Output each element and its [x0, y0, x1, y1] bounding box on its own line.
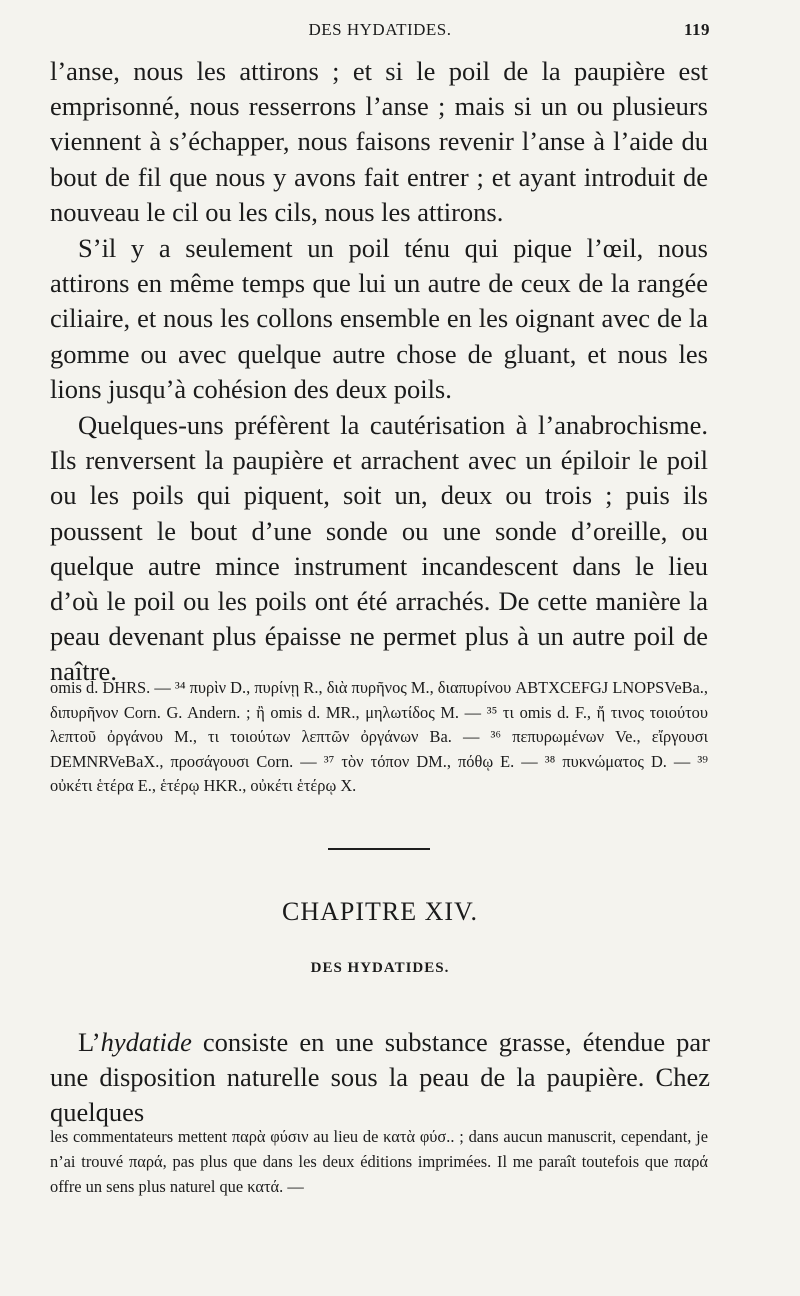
chapter-paragraph-text: consiste en une substance grasse, étendue par une disposition naturelle sous la peau de la paupière. Chez quelques: [50, 1027, 710, 1127]
paragraph-2: S’il y a seulement un poil ténu qui pique l’œil, nous attirons en même temps que lui un autre de ceux de la rangée ciliaire, et nous les collons ensemble en les oignant avec de la gomme ou avec quelque autre chose de gluant, et nous les lions jusqu’à cohésion des deux poils.: [50, 233, 708, 404]
footnotes-greek: omis d. DHRS. — ³⁴ πυρὶν D., πυρίνῃ R., διὰ πυρῆνος M., διαπυρίνου ABTXCEFGJ LNOPSVeBa., διπυρῆνον Corn. G. Andern. ; ἢ omis d. MR., μηλωτίδος M. — ³⁵ τι omis d. F., ἤ τινος τοιούτου λεπτοῦ ὀργάνου M., τι τοιούτων λεπτῶν ὀργάνων Ba. — ³⁶ πεπυρωμένων Ve., εἴργουσι DEMNRVeBaX., προσάγουσι Corn. — ³⁷ τὸν τόπον DM., πόθῳ E. — ³⁸ πυκνώματος D. — ³⁹ οὐκέτι ἑτέρα E., ἑτέρῳ HKR., οὐκέτι ἑτέρῳ X.: [50, 678, 708, 795]
chapter-paragraph: [50, 1025, 710, 1130]
running-header: [50, 20, 710, 44]
lead-term: hydatide: [100, 1027, 192, 1057]
chapter-text: [50, 1025, 710, 1130]
lead-prefix: L’: [78, 1027, 101, 1057]
paragraph-1: l’anse, nous les attirons ; et si le poil de la paupière est emprisonné, nous resserrons l’anse ; mais si un ou plusieurs viennent à s’échapper, nous faisons revenir l’anse à l’aide du bout de fil que nous y avons fait entrer ; et ayant introduit de nouveau le cil ou les cils, nous les attirons.: [50, 56, 708, 227]
main-text: [50, 54, 708, 691]
running-title: DES HYDATIDES.: [308, 20, 452, 39]
page-number: 119: [683, 20, 710, 39]
chapter-subtitle: DES HYDATIDES.: [310, 960, 450, 976]
chapter-title: CHAPITRE XIV.: [282, 897, 478, 926]
footnotes-bottom: les commentateurs mettent παρὰ φύσιν au lieu de κατὰ φύσ.. ; dans aucun manuscrit, cependant, je n’ai trouvé παρά, pas plus que dans les deux éditions imprimées. Il me paraît toutefois que παρά offre un sens plus naturel que κατά. —: [50, 1127, 708, 1196]
paragraph-3: Quelques-uns préfèrent la cautérisation à l’anabrochisme. Ils renversent la paupière et arrachent avec un épiloir le poil ou les poils qui piquent, soit un, deux ou trois ; puis ils poussent le bout d’une sonde ou une sonde d’oreille, ou quelque autre mince instrument incandescent dans le lieu d’où le poil ou les poils ont été arrachés. De cette manière la peau devenant plus épaisse ne permet plus à un autre poil de naître.: [50, 410, 708, 687]
section-divider: [328, 848, 430, 850]
